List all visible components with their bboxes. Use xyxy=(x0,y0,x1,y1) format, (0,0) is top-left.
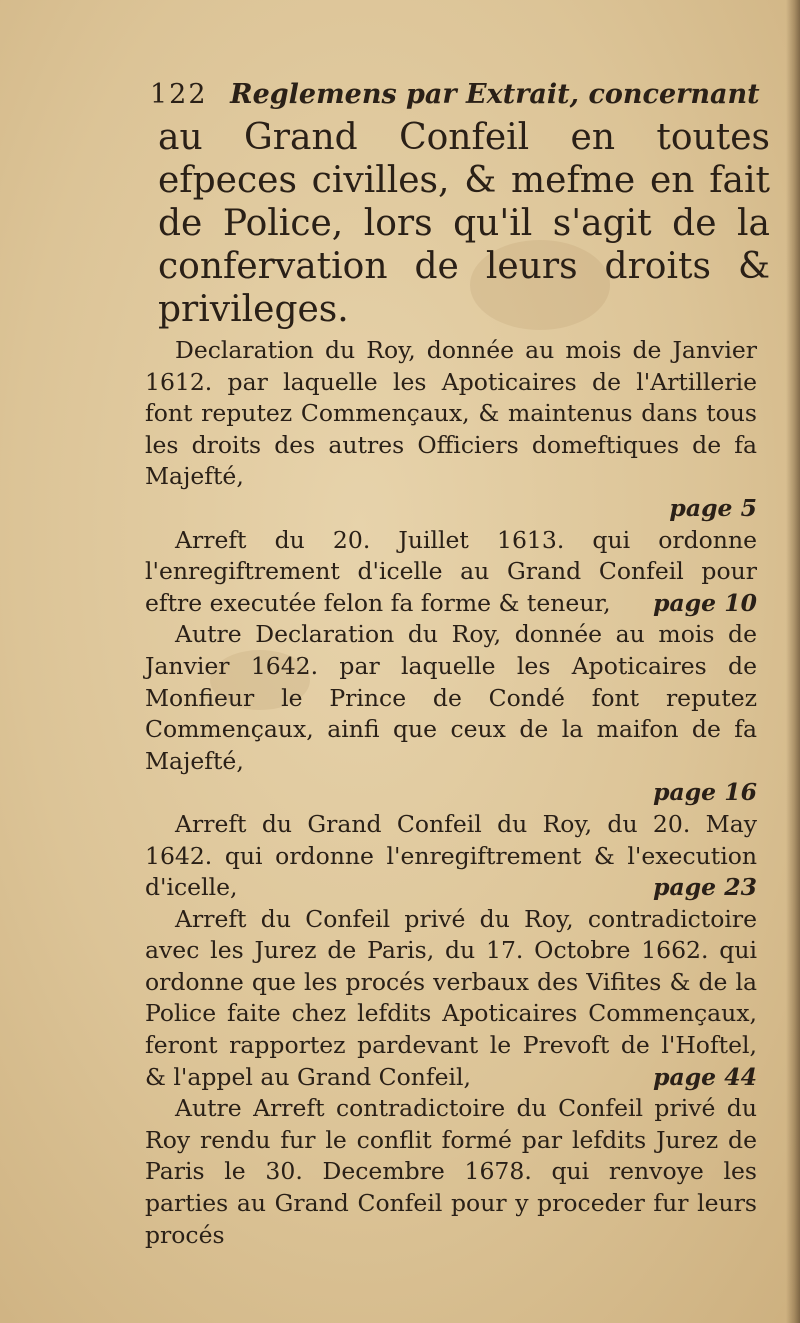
entry-text: Declaration du Roy, donnée au mois de Janvier 1612. par laquelle les Apoticaires de l'Artillerie font reputez Commençaux, & maintenus dans tous les droits des autres Officiers domeftiques de fa Majefté, xyxy=(145,336,757,491)
entry-text: Arreft du Grand Confeil du Roy, du 20. May 1642. qui ordonne l'enregiftrement & l'execution d'icelle, xyxy=(145,809,757,902)
entry-text: Arreft du Confeil privé du Roy, contradictoire avec les Jurez de Paris, du 17. Octobre 1662. qui ordonne que les procés verbaux des Vifites & de la Police faite chez lefdits Apoticaires Commençaux, feront rapportez pardevant le Prevoft de l'Hoftel, & l'appel au Grand Confeil, xyxy=(145,904,757,1091)
list-item xyxy=(145,619,757,809)
entry-text: Autre Declaration du Roy, donnée au mois de Janvier 1642. par laquelle les Apoticaires de Monfieur le Prince de Condé font reputez Commençaux, ainfi que ceux de la maifon de fa Majefté, xyxy=(145,620,757,775)
lead-paragraph: au Grand Confeil en toutes efpeces civilles, & mefme en fait de Police, lors qu'il s'agit de la confervation de leurs droits & privileges. xyxy=(158,117,770,330)
page-reference: page 16 xyxy=(653,778,757,807)
running-title: Reglemens par Extrait, concernant xyxy=(230,79,760,110)
page-header xyxy=(150,78,760,112)
page-number: 122 xyxy=(150,79,208,110)
page-reference: page 44 xyxy=(653,1062,757,1091)
list-item xyxy=(145,904,757,1094)
list-item xyxy=(145,525,757,620)
page-reference: page 23 xyxy=(653,873,757,902)
binding-shadow xyxy=(786,0,800,1323)
list-item xyxy=(145,335,757,525)
list-item xyxy=(145,1093,757,1251)
entry-text: Autre Arreft contradictoire du Confeil privé du Roy rendu fur le conflit formé par lefdits Jurez de Paris le 30. Decembre 1678. qui renvoye les parties au Grand Confeil pour y proceder fur leurs procés xyxy=(145,1094,757,1249)
list-item xyxy=(145,809,757,904)
page-reference: page 5 xyxy=(669,493,757,522)
entry-text: Arreft du 20. Juillet 1613. qui ordonne l'enregiftrement d'icelle au Grand Confeil pour eftre executée felon fa forme & teneur, xyxy=(145,525,757,617)
page-reference: page 10 xyxy=(653,588,757,617)
entries-list xyxy=(145,335,757,1251)
